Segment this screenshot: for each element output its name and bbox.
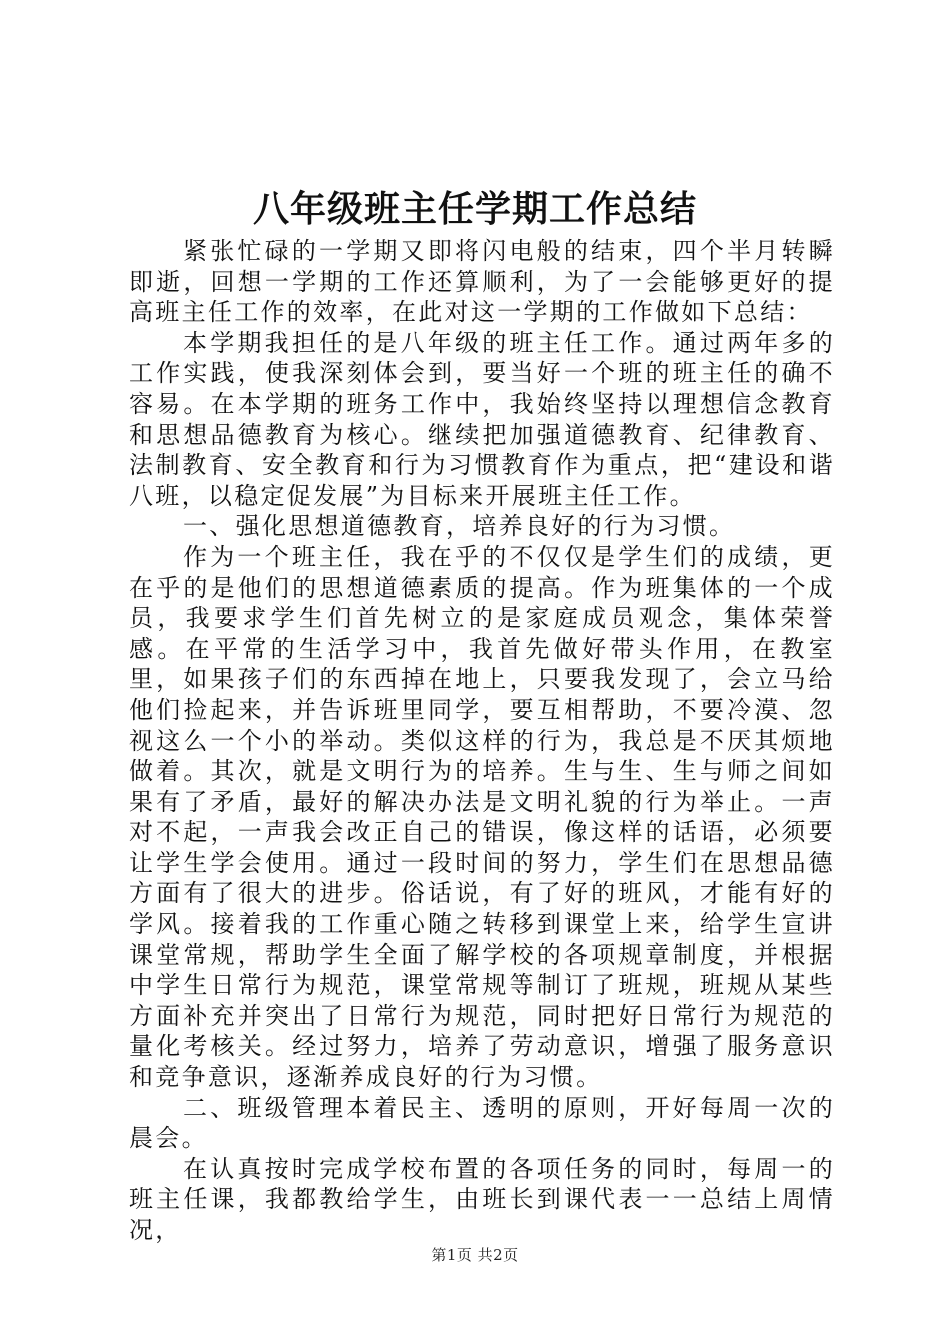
document-title: 八年级班主任学期工作总结 (252, 188, 697, 230)
section-heading-1: 一、强化思想道德教育，培养良好的行为习惯。 (183, 512, 736, 541)
paragraph-overview: 本学期我担任的是八年级的班主任工作。通过两年多的工作实践，使我深刻体会到，要当好一个班的班主任的确不容易。在本学期的班务工作中，我始终坚持以理想信念教育和思想品德教育为核心。继续把加强道德教育、纪律教育、法制教育、安全教育和行为习惯教育作为重点，把“建设和谐八班，以稳定促发展”为目标来开展班主任工作。 (129, 328, 835, 510)
section-heading-2: 二、班级管理本着民主、透明的原则，开好每周一次的晨会。 (129, 1093, 835, 1153)
document-body (129, 236, 835, 1246)
page-number-footer: 第1页 共2页 (431, 1246, 519, 1264)
paragraph-class-management: 在认真按时完成学校布置的各项任务的同时，每周一的班主任课，我都教给学生，由班长到课代表一一总结上周情况， (129, 1154, 835, 1244)
paragraph-intro: 紧张忙碌的一学期又即将闪电般的结束，四个半月转瞬即逝，回想一学期的工作还算顺利，为了一会能够更好的提高班主任工作的效率，在此对这一学期的工作做如下总结： (129, 237, 835, 327)
paragraph-moral-education: 作为一个班主任，我在乎的不仅仅是学生们的成绩，更在乎的是他们的思想道德素质的提高。作为班集体的一个成员，我要求学生们首先树立的是家庭成员观念，集体荣誉感。在平常的生活学习中，我首先做好带头作用，在教室里，如果孩子们的东西掉在地上，只要我发现了，会立马给他们捡起来，并告诉班里同学，要互相帮助，不要冷漠、忽视这么一个小的举动。类似这样的行为，我总是不厌其烦地做着。其次，就是文明行为的培养。生与生、生与师之间如果有了矛盾，最好的解决办法是文明礼貌的行为举止。一声对不起，一声我会改正自己的错误，像这样的话语，必须要让学生学会使用。通过一段时间的努力，学生们在思想品德方面有了很大的进步。俗话说，有了好的班风，才能有好的学风。接着我的工作重心随之转移到课堂上来，给学生宣讲课堂常规，帮助学生全面了解学校的各项规章制度，并根据中学生日常行为规范，课堂常规等制订了班规，班规从某些方面补充并突出了日常行为规范，同时把好日常行为规范的量化考核关。经过努力，培养了劳动意识，增强了服务意识和竞争意识，逐渐养成良好的行为习惯。 (129, 542, 835, 1092)
